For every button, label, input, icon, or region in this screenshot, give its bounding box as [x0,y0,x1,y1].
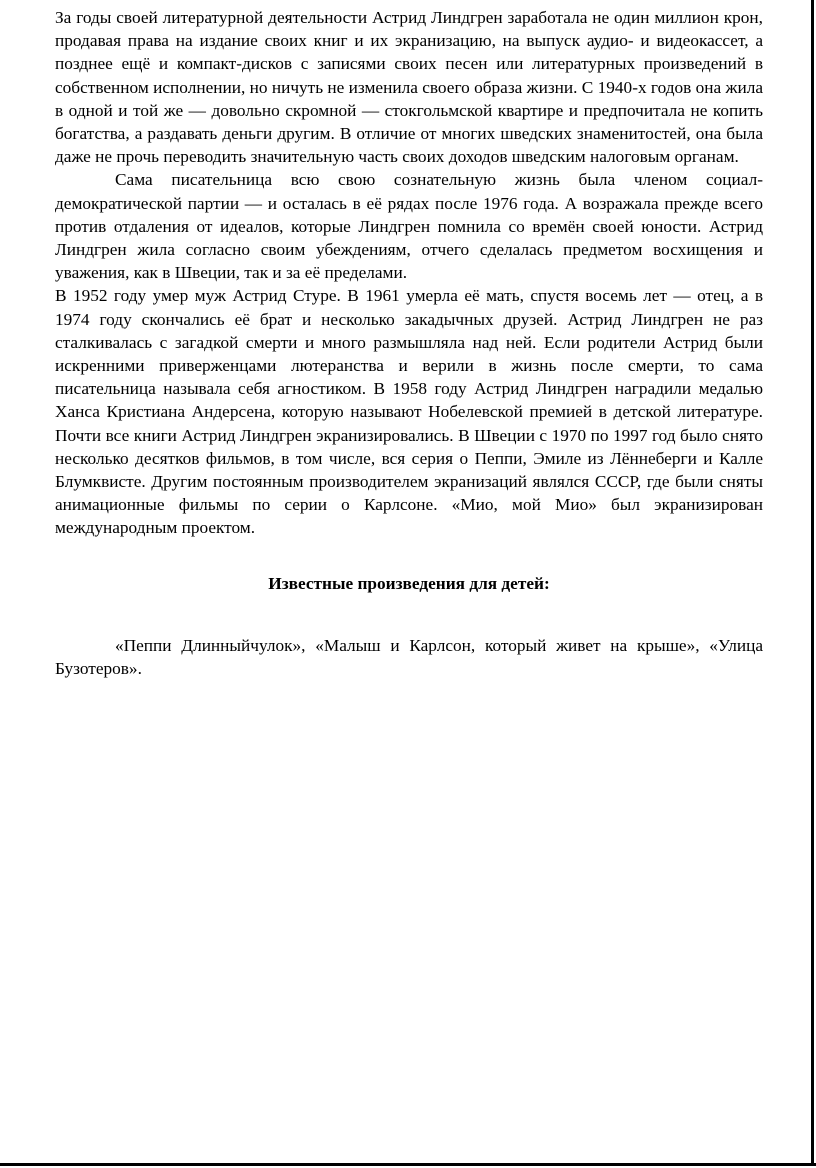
page-border-right [811,0,814,1166]
section-heading: Известные произведения для детей: [268,573,550,593]
paragraph-income: За годы своей литературной деятельности Астрид Линдгрен заработала не один миллион крон, продавая права на издание своих книг и их экранизацию, на выпуск аудио- и видеокассет, а позднее ещё и компакт-дисков с записями своих песен или литературных произведений в собственном исполнении, но ничуть не изменила своего образа жизни. С 1940-х годов она жила в одной и той же — довольно скромной — стокгольмской квартире и предпочитала не копить богатства, а раздавать деньги другим. В отличие от многих шведских знаменитостей, она была даже не прочь переводить значительную часть своих доходов шведским налоговым органам. [55,8,763,167]
paragraph-family-and-films: В 1952 году умер муж Астрид Стуре. В 1961 умерла её мать, спустя восемь лет — отец, а в 1974 году скончались её брат и несколько закадычных друзей. Астрид Линдгрен не раз сталкивалась с загадкой смерти и много размышляла над ней. Если родители Астрид были искренними приверженцами лютеранства и верили в жизнь после смерти, то сама писательница называла себя агностиком. В 1958 году Астрид Линдгрен наградили медалью Ханса Кристиана Андерсена, которую называют Нобелевской премией в детской литературе. Почти все книги Астрид Линдгрен экранизировались. В Швеции с 1970 по 1997 год было снято несколько десятков фильмов, в том числе, вся серия о Пеппи, Эмиле из Лённеберги и Калле Блумквисте. Другим постоянным производителем экранизаций являлся СССР, где были сняты анимационные фильмы по серии о Карлсоне. «Мио, мой Мио» был экранизирован международным проектом. [55,286,763,538]
document-body [55,6,763,680]
paragraph-politics: Сама писательница всю свою сознательную жизнь была членом социал-демократической партии — и осталась в её рядах после 1976 года. А возражала прежде всего против отдаления от идеалов, которые Линдгрен помнила со времён своей юности. Астрид Линдгрен жила согласно своим убеждениям, отчего сделалась предметом восхищения и уважения, как в Швеции, так и за её пределами. [55,170,763,283]
paragraph-works-list: «Пеппи Длинныйчулок», «Малыш и Карлсон, который живет на крыше», «Улица Бузотеров». [55,635,763,679]
page-border-bottom [0,1163,816,1166]
